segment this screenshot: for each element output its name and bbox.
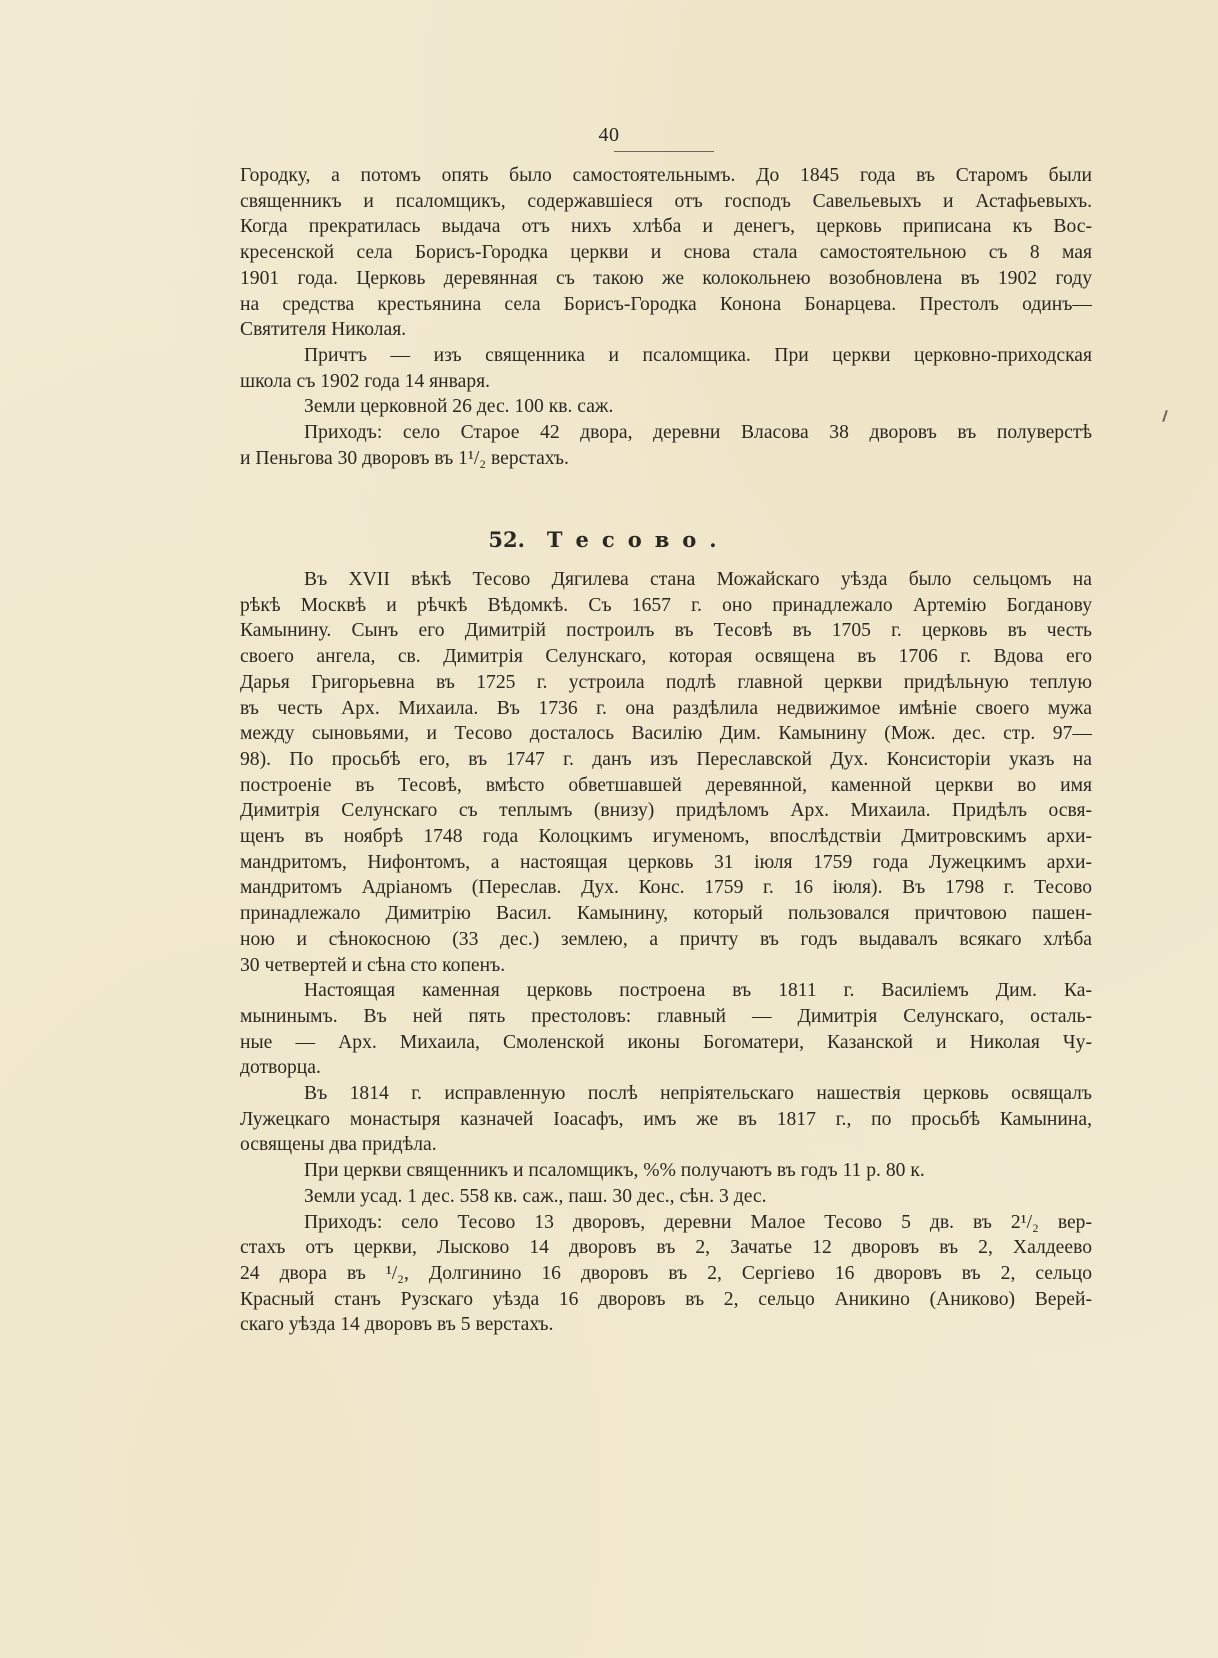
text-line: Дарья Григорьевна въ 1725 г. устроила подлѣ главной церкви придѣльную теплую (240, 671, 1092, 693)
section-heading (0, 527, 1218, 552)
text-line: освящены два придѣла. (240, 1134, 437, 1156)
text-line: дотворца. (240, 1057, 321, 1079)
text-line: рѣкѣ Москвѣ и рѣчкѣ Вѣдомкѣ. Съ 1657 г. оно принадлежало Артемію Богданову (240, 594, 1092, 616)
text-line: мандритомъ Адріаномъ (Переслав. Дух. Конс. 1759 г. 16 іюля). Въ 1798 г. Тесово (240, 877, 1092, 899)
continuation-text (240, 163, 1092, 471)
text-line: ные — Арх. Михаила, Смоленской иконы Богоматери, Казанской и Николая Чу- (240, 1031, 1092, 1053)
text-line: стахъ отъ церкви, Лысково 14 дворовъ въ 2, Зачатье 12 дворовъ въ 2, Халдеево (240, 1237, 1092, 1259)
text-line: 30 четвертей и сѣна сто копенъ. (240, 954, 506, 976)
text-line: принадлежало Димитрію Васил. Камынину, который пользовался причтовою пашен- (240, 903, 1092, 925)
text-line: кресенской села Борисъ-Городка церкви и снова стала самостоятельною съ 8 мая (240, 242, 1092, 264)
text-line: Святителя Николая. (240, 319, 407, 341)
text-line: Камынину. Сынъ его Димитрій построилъ въ Тесовѣ въ 1705 г. церковь въ честь (240, 620, 1092, 642)
text-line: Городку, а потомъ опять было самостоятельнымъ. До 1845 года въ Старомъ были (240, 165, 1092, 186)
text-line: мынинымъ. Въ ней пять престоловъ: главный — Димитрія Селунскаго, осталь- (240, 1005, 1092, 1027)
text-line: въ честь Арх. Михаила. Въ 1736 г. она раздѣлила недвижимое имѣніе своего мужа (240, 697, 1092, 719)
text-line: своего ангела, св. Димитрія Селунскаго, которая освящена въ 1706 г. Вдова его (240, 646, 1092, 668)
paragraph (240, 1081, 1092, 1158)
text-line: Красный станъ Рузскаго уѣзда 16 дворовъ въ 2, сельцо Аникино (Аниково) Верей- (240, 1288, 1092, 1310)
paragraph (240, 163, 1092, 343)
text-line: между сыновьями, и Тесово досталось Василію Дим. Камынину (Мож. дес. стр. 97— (240, 723, 1092, 745)
paragraph (240, 1184, 1092, 1210)
paragraph (240, 343, 1092, 394)
text-line: Лужецкаго монастыря казначей Іоасафъ, имъ же въ 1817 г., по просьбѣ Камынина, (240, 1108, 1092, 1130)
text-line: Настоящая каменная церковь построена въ 1811 г. Василіемъ Дим. Ка- (304, 980, 1092, 1002)
paragraph (240, 394, 1092, 420)
paragraph (240, 1158, 1092, 1184)
text-line: и Пеньгова 30 дворовъ въ 1¹/₂ верстахъ. (240, 447, 569, 469)
text-line: Димитрія Селунскаго съ теплымъ (внизу) придѣломъ Арх. Михаила. Придѣлъ освя- (240, 800, 1092, 822)
text-line: При церкви священникъ и псаломщикъ, %% получаютъ въ годъ 11 р. 80 к. (304, 1160, 925, 1182)
text-line: 24 двора въ ¹/₂, Долгинино 16 дворовъ въ 2, Сергіево 16 дворовъ въ 2, сельцо (240, 1262, 1092, 1284)
section-number: 52. (488, 527, 525, 552)
text-line: Когда прекратилась выдача отъ нихъ хлѣба и денегъ, церковь приписана къ Вос- (240, 216, 1092, 238)
section-title: Тесово. (546, 527, 730, 552)
text-line: скаго уѣзда 14 дворовъ въ 5 верстахъ. (240, 1314, 554, 1336)
text-line: 1901 года. Церковь деревянная съ такою же колокольнею возобновлена въ 1902 году (240, 267, 1092, 289)
text-line: ною и сѣнокосною (33 дес.) землею, а причту въ годъ выдавалъ всякаго хлѣба (240, 928, 1092, 950)
text-line: Приходъ: село Старое 42 двора, деревни Власова 38 дворовъ въ полуверстѣ (304, 422, 1092, 444)
text-line: Земли усад. 1 дес. 558 кв. саж., паш. 30 дес., сѣн. 3 дес. (304, 1185, 767, 1207)
text-line: Приходъ: село Тесово 13 дворовъ, деревни Малое Тесово 5 дв. въ 2¹/₂ вер- (304, 1211, 1092, 1233)
text-line: мандритомъ, Нифонтомъ, а настоящая церковь 31 іюля 1759 года Лужецкимъ архи- (240, 851, 1092, 873)
text-line: щенъ въ ноябрѣ 1748 года Колоцкимъ игуменомъ, впослѣдствіи Дмитровскимъ архи- (240, 826, 1092, 848)
text-line: Въ 1814 г. исправленную послѣ непріятельскаго нашествія церковь освящалъ (304, 1083, 1092, 1105)
text-line: построеніе въ Тесовѣ, вмѣсто обветшавшей деревянной, каменной церкви во имя (240, 774, 1092, 796)
text-line: Причтъ — изъ священника и псаломщика. При церкви церковно-приходская (304, 344, 1092, 366)
page-number-rule (614, 151, 714, 152)
text-line: священникъ и псаломщикъ, содержавшіеся отъ господъ Савельевыхъ и Астафьевыхъ. (240, 190, 1092, 212)
paragraph (240, 1210, 1092, 1339)
paragraph (240, 420, 1092, 471)
text-line: на средства крестьянина села Борисъ-Городка Конона Бонарцева. Престолъ одинъ— (240, 293, 1092, 315)
page-number: 40 (598, 124, 620, 146)
text-line: школа съ 1902 года 14 января. (240, 370, 491, 392)
text-line: Земли церковной 26 дес. 100 кв. саж. (304, 396, 614, 418)
paragraph (240, 567, 1092, 978)
text-line: 98). По просьбѣ его, въ 1747 г. данъ изъ Переславской Дух. Консисторіи указъ на (240, 748, 1092, 770)
text-line: Въ XVII вѣкѣ Тесово Дягилева стана Можайскаго уѣзда было сельцомъ на (304, 569, 1092, 590)
section-body (240, 567, 1092, 1338)
paragraph (240, 978, 1092, 1081)
